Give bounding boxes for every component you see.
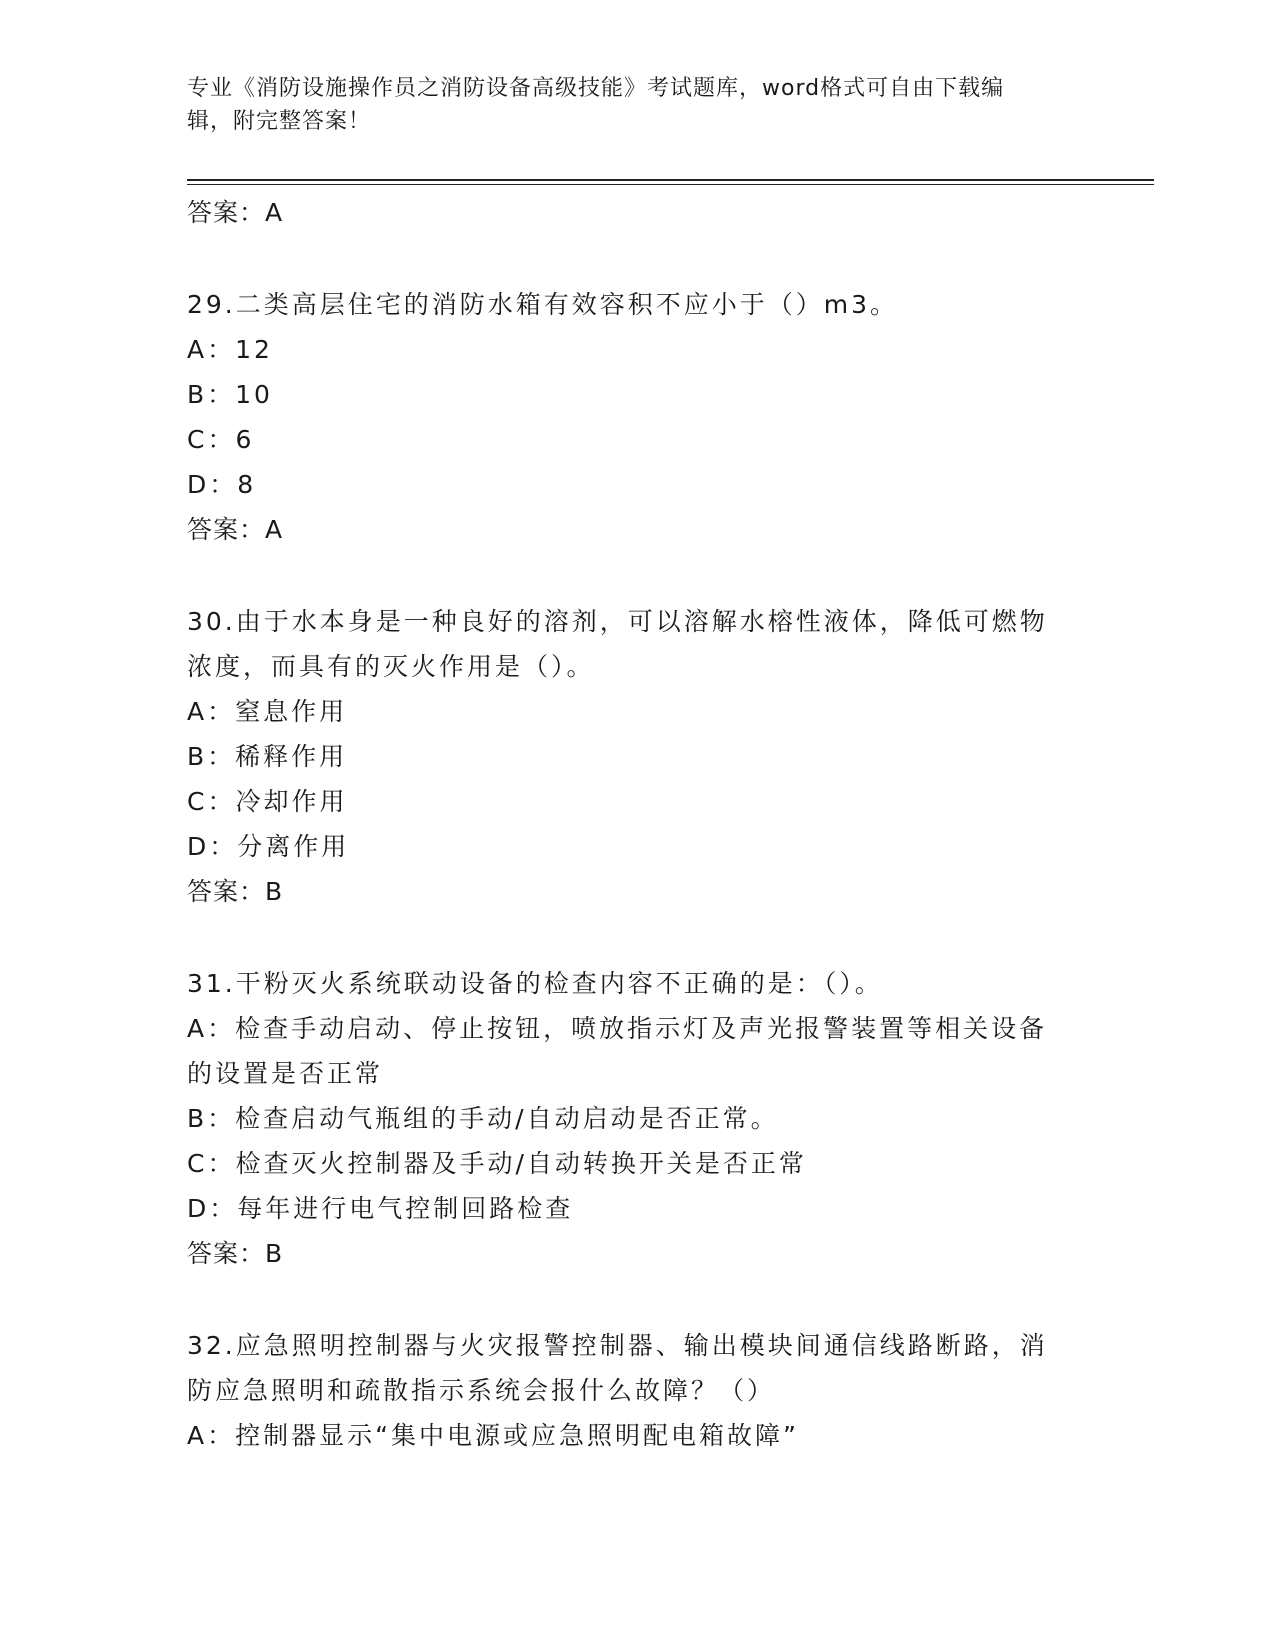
question-stem-cont: 浓度，而具有的灭火作用是（）。	[187, 652, 595, 681]
question-stem: 30.由于水本身是一种良好的溶剂，可以溶解水榕性液体，降低可燃物	[187, 607, 1048, 636]
question-29	[187, 282, 1087, 552]
option-d: D：8	[187, 470, 257, 499]
option-b: B：稀释作用	[187, 742, 348, 771]
option-b: B：检查启动气瓶组的手动/自动启动是否正常。	[187, 1104, 779, 1133]
option-a: A：控制器显示“集中电源或应急照明配电箱故障”	[187, 1421, 800, 1450]
answer: 答案：B	[187, 877, 284, 906]
header-rule-thick	[187, 179, 1154, 181]
answer: 答案：B	[187, 1239, 284, 1268]
answer: 答案：A	[187, 515, 284, 544]
option-c: C：检查灭火控制器及手动/自动转换开关是否正常	[187, 1149, 807, 1178]
option-a: A：检查手动启动、停止按钮，喷放指示灯及声光报警装置等相关设备	[187, 1014, 1048, 1043]
option-d: D：每年进行电气控制回路检查	[187, 1194, 574, 1223]
option-a: A：12	[187, 335, 273, 364]
question-stem: 31.干粉灭火系统联动设备的检查内容不正确的是：（）。	[187, 969, 883, 998]
question-list	[187, 190, 1087, 1458]
previous-answer: 答案：A	[187, 198, 284, 227]
question-stem: 29.二类高层住宅的消防水箱有效容积不应小于（）m3。	[187, 290, 899, 319]
option-c: C：6	[187, 425, 255, 454]
header-line-1: 专业《消防设施操作员之消防设备高级技能》考试题库，word格式可自由下载编	[187, 76, 1005, 101]
question-32	[187, 1323, 1087, 1458]
option-a: A：窒息作用	[187, 697, 348, 726]
page-header	[187, 72, 1067, 138]
option-c: C：冷却作用	[187, 787, 348, 816]
question-30	[187, 599, 1087, 914]
option-a-cont: 的设置是否正常	[187, 1059, 384, 1088]
option-d: D：分离作用	[187, 832, 350, 861]
question-31	[187, 961, 1087, 1276]
question-stem: 32.应急照明控制器与火灾报警控制器、输出模块间通信线路断路，消	[187, 1331, 1048, 1360]
header-rule-thin	[187, 184, 1154, 185]
question-stem-cont: 防应急照明和疏散指示系统会报什么故障？（）	[187, 1376, 776, 1405]
header-line-2: 辑，附完整答案！	[187, 109, 372, 134]
option-b: B：10	[187, 380, 273, 409]
